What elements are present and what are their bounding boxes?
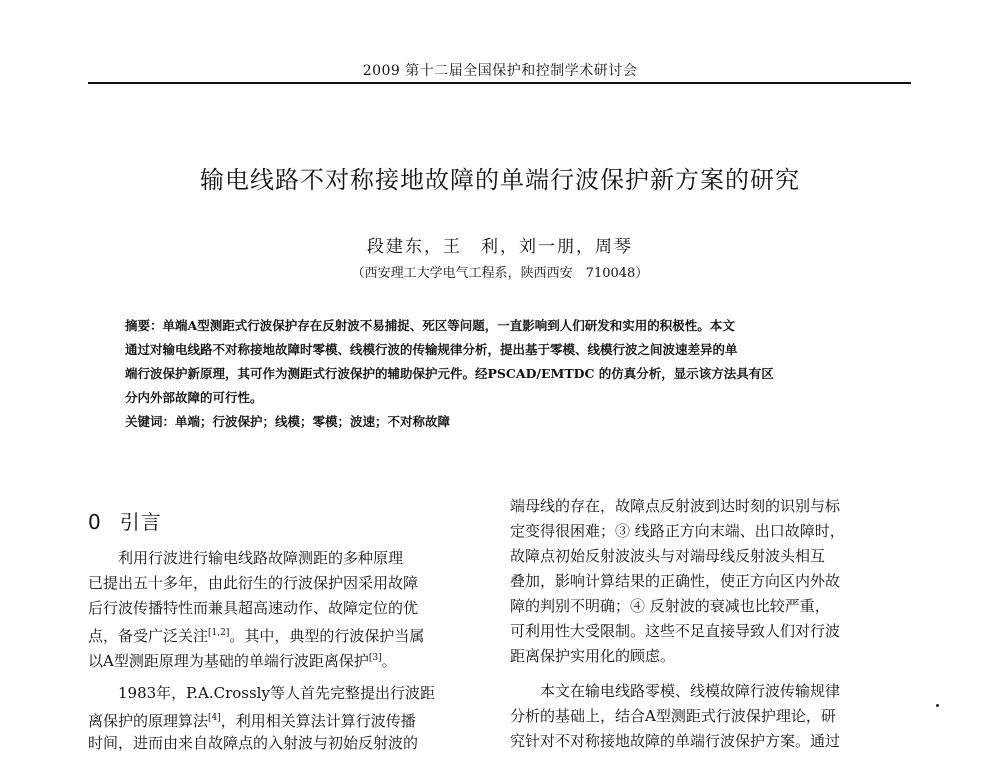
body-line: 故障点初始反射波波头与对端母线反射波头相互 — [510, 547, 826, 565]
body-text: 点，备受广泛关注 — [88, 627, 209, 645]
right-column — [510, 494, 910, 754]
citation: [1,2] — [208, 628, 230, 638]
header-rule — [88, 82, 911, 84]
body-line: 可利用性大受限制。这些不足直接导致人们对行波 — [510, 622, 841, 640]
body-line: 后行波传播特性而兼具超高速动作、故障定位的优 — [88, 599, 419, 617]
citation: [3] — [368, 653, 382, 663]
citation: [4] — [208, 713, 221, 723]
section-heading — [88, 506, 162, 535]
section-number: 0 — [88, 510, 102, 534]
abstract-line: 通过对输电线路不对称接地故障时零模、线模行波的传输规律分析，提出基于零模、线模行波之间波速差异的单 — [125, 342, 738, 357]
body-text: 离保护的原理算法 — [88, 712, 209, 730]
body-text: 。 — [381, 652, 397, 670]
abstract-line: 端行波保护新原理，其可作为测距式行波保护的辅助保护元件。经PSCAD/EMTDC 的仿真分析，显示该方法具有区 — [125, 366, 774, 381]
abstract-line: 分内外部故障的可行性。 — [125, 390, 263, 405]
body-line — [88, 706, 488, 731]
body-line: 本文在输电线路零模、线模故障行波传输规律 — [540, 682, 841, 700]
section-title: 引言 — [119, 510, 162, 534]
body-line — [88, 646, 488, 671]
body-line: 究针对不对称接地故障的单端行波保护方案。通过 — [510, 732, 841, 750]
left-column — [88, 546, 488, 756]
affiliation: （西安理工大学电气工程系，陕西西安 710048） — [351, 266, 649, 281]
body-text: ，利用相关算法计算行波传播 — [220, 712, 416, 730]
body-text: 。其中，典型的行波保护当属 — [229, 627, 425, 645]
authors: 段建东，王 利，刘一朋，周琴 — [367, 237, 633, 257]
body-text: 以A型测距原理为基础的单端行波距离保护 — [88, 652, 369, 670]
scan-speck — [936, 704, 939, 707]
body-line: 已提出五十多年，由此衍生的行波保护因采用故障 — [88, 574, 419, 592]
body-line: 利用行波进行输电线路故障测距的多种原理 — [118, 549, 404, 567]
body-line: 分析的基础上，结合A型测距式行波保护理论，研 — [510, 707, 836, 725]
body-line: 时间，进而由来自故障点的入射波与初始反射波的 — [88, 734, 419, 752]
body-line: 叠加，影响计算结果的正确性，使正方向区内外故 — [510, 572, 841, 590]
abstract — [125, 314, 875, 410]
keywords: 关键词：单端；行波保护；线模；零模；波速；不对称故障 — [125, 414, 451, 429]
abstract-line: 摘要：单端A型测距式行波保护存在反射波不易捕捉、死区等问题，一直影响到人们研发和实用的积极性。本文 — [125, 318, 735, 333]
body-line: 端母线的存在，故障点反射波到达时刻的识别与标 — [510, 497, 841, 515]
conference-header: 2009 第十二届全国保护和控制学术研讨会 — [362, 63, 638, 79]
body-line: 距离保护实用化的顾虑。 — [510, 647, 676, 665]
body-line: 1983年，P.A.Crossly等人首先完整提出行波距 — [118, 684, 435, 702]
body-line: 定变得很困难；③ 线路正方向末端、出口故障时， — [510, 522, 845, 540]
body-line — [88, 621, 488, 646]
body-line: 障的判别不明确；④ 反射波的衰减也比较严重， — [510, 597, 830, 615]
paper-title: 输电线路不对称接地故障的单端行波保护新方案的研究 — [200, 166, 800, 194]
